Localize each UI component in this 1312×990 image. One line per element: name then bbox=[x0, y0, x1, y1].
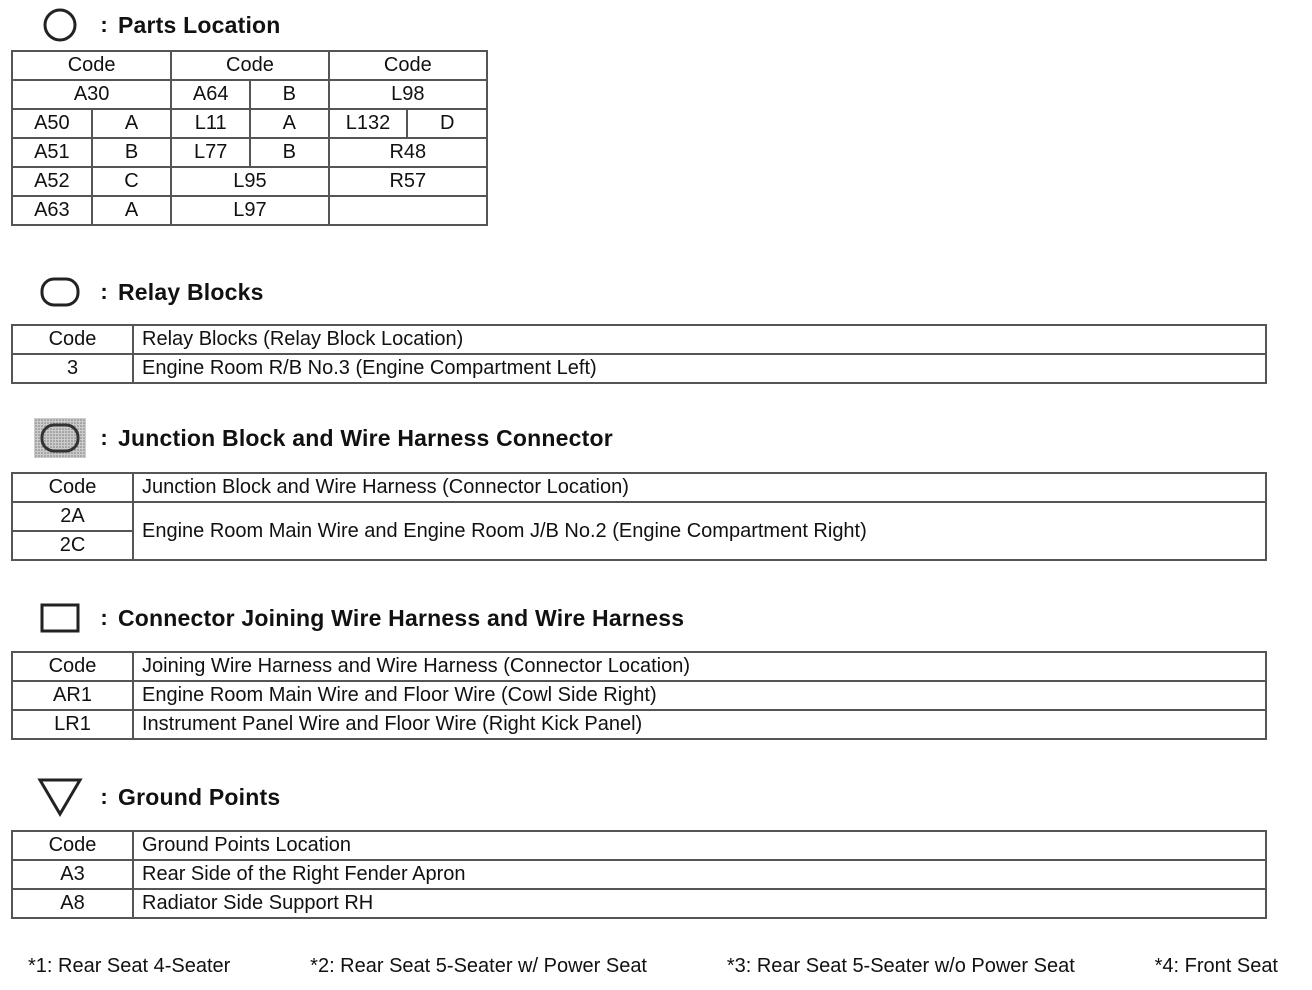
footnote-1: *1: Rear Seat 4-Seater bbox=[28, 955, 231, 977]
table-row bbox=[12, 80, 487, 109]
table-header-row bbox=[12, 325, 1266, 354]
heading-colon: : bbox=[100, 784, 108, 809]
table-cell-desc: Radiator Side Support RH bbox=[133, 889, 1266, 918]
table-cell-code: AR1 bbox=[12, 681, 133, 710]
rounded-rect-icon bbox=[30, 272, 90, 312]
table-header-row bbox=[12, 473, 1266, 502]
header-cell: Code bbox=[329, 51, 487, 80]
circle-icon bbox=[30, 5, 90, 45]
ground-points-table bbox=[11, 830, 1267, 919]
table-cell: L77 bbox=[171, 138, 250, 167]
ground-points-heading bbox=[30, 777, 280, 817]
table-row bbox=[12, 681, 1266, 710]
table-cell: A bbox=[92, 196, 172, 225]
footnote-3: *3: Rear Seat 5-Seater w/o Power Seat bbox=[726, 955, 1075, 977]
parts-location-table bbox=[11, 50, 488, 226]
table-row bbox=[12, 138, 487, 167]
connector-joining-heading bbox=[30, 598, 684, 638]
table-row bbox=[12, 860, 1266, 889]
parts-location-heading bbox=[30, 5, 281, 45]
table-cell: A bbox=[92, 109, 172, 138]
table-header-row bbox=[12, 652, 1266, 681]
table-header-row bbox=[12, 831, 1266, 860]
table-cell-code: A3 bbox=[12, 860, 133, 889]
table-cell-desc: Rear Side of the Right Fender Apron bbox=[133, 860, 1266, 889]
table-cell-desc: Engine Room Main Wire and Floor Wire (Cowl Side Right) bbox=[133, 681, 1266, 710]
table-header-row bbox=[12, 51, 487, 80]
table-cell-code: 3 bbox=[12, 354, 133, 383]
table-cell-desc: Instrument Panel Wire and Floor Wire (Right Kick Panel) bbox=[133, 710, 1266, 739]
footnote-4: *4: Front Seat bbox=[1154, 955, 1278, 977]
table-row bbox=[12, 167, 487, 196]
table-cell-code: 2C bbox=[12, 531, 133, 560]
header-cell: Code bbox=[171, 51, 328, 80]
table-cell: B bbox=[92, 138, 172, 167]
rectangle-icon bbox=[30, 598, 90, 638]
header-cell-desc: Joining Wire Harness and Wire Harness (Connector Location) bbox=[133, 652, 1266, 681]
relay-blocks-heading bbox=[30, 272, 264, 312]
header-cell-desc: Junction Block and Wire Harness (Connector Location) bbox=[133, 473, 1266, 502]
table-cell bbox=[329, 196, 487, 225]
table-cell: L95 bbox=[171, 167, 328, 196]
triangle-down-icon bbox=[30, 777, 90, 817]
table-cell-code: A8 bbox=[12, 889, 133, 918]
table-cell: R48 bbox=[329, 138, 487, 167]
table-cell: C bbox=[92, 167, 172, 196]
table-cell: A50 bbox=[12, 109, 92, 138]
heading-colon: : bbox=[100, 425, 108, 450]
table-cell-desc: Engine Room Main Wire and Engine Room J/B No.2 (Engine Compartment Right) bbox=[133, 502, 1266, 560]
table-cell-code: LR1 bbox=[12, 710, 133, 739]
table-cell: L97 bbox=[171, 196, 328, 225]
table-cell: A51 bbox=[12, 138, 92, 167]
header-cell-code: Code bbox=[12, 325, 133, 354]
table-cell: D bbox=[407, 109, 487, 138]
header-cell-code: Code bbox=[12, 652, 133, 681]
table-row bbox=[12, 889, 1266, 918]
table-row bbox=[12, 354, 1266, 383]
header-cell-code: Code bbox=[12, 831, 133, 860]
table-row bbox=[12, 502, 1266, 531]
section-title: Parts Location bbox=[118, 11, 281, 38]
header-cell-code: Code bbox=[12, 473, 133, 502]
shaded-rounded-rect-icon bbox=[30, 418, 90, 458]
table-cell: A30 bbox=[12, 80, 171, 109]
heading-colon: : bbox=[100, 605, 108, 630]
header-cell-desc: Relay Blocks (Relay Block Location) bbox=[133, 325, 1266, 354]
footnotes bbox=[28, 955, 1278, 978]
footnote-2: *2: Rear Seat 5-Seater w/ Power Seat bbox=[310, 955, 647, 977]
table-cell: R57 bbox=[329, 167, 487, 196]
table-cell-code: 2A bbox=[12, 502, 133, 531]
table-cell-desc: Engine Room R/B No.3 (Engine Compartment Left) bbox=[133, 354, 1266, 383]
section-title: Relay Blocks bbox=[118, 278, 264, 305]
table-cell: L98 bbox=[329, 80, 487, 109]
header-cell-desc: Ground Points Location bbox=[133, 831, 1266, 860]
table-cell: A bbox=[250, 109, 329, 138]
table-row bbox=[12, 710, 1266, 739]
table-cell: A64 bbox=[171, 80, 250, 109]
section-title: Ground Points bbox=[118, 783, 281, 810]
junction-block-table bbox=[11, 472, 1267, 561]
heading-colon: : bbox=[100, 279, 108, 304]
relay-blocks-table bbox=[11, 324, 1267, 384]
table-cell: B bbox=[250, 80, 329, 109]
connector-joining-table bbox=[11, 651, 1267, 740]
table-cell: A63 bbox=[12, 196, 92, 225]
table-cell: L132 bbox=[329, 109, 408, 138]
table-cell: B bbox=[250, 138, 329, 167]
section-title: Junction Block and Wire Harness Connector bbox=[118, 424, 613, 451]
section-title: Connector Joining Wire Harness and Wire Harness bbox=[118, 604, 685, 631]
header-cell: Code bbox=[12, 51, 171, 80]
table-row bbox=[12, 109, 487, 138]
table-row bbox=[12, 196, 487, 225]
junction-block-heading bbox=[30, 418, 613, 458]
heading-colon: : bbox=[100, 12, 108, 37]
table-cell: A52 bbox=[12, 167, 92, 196]
table-cell: L11 bbox=[171, 109, 250, 138]
